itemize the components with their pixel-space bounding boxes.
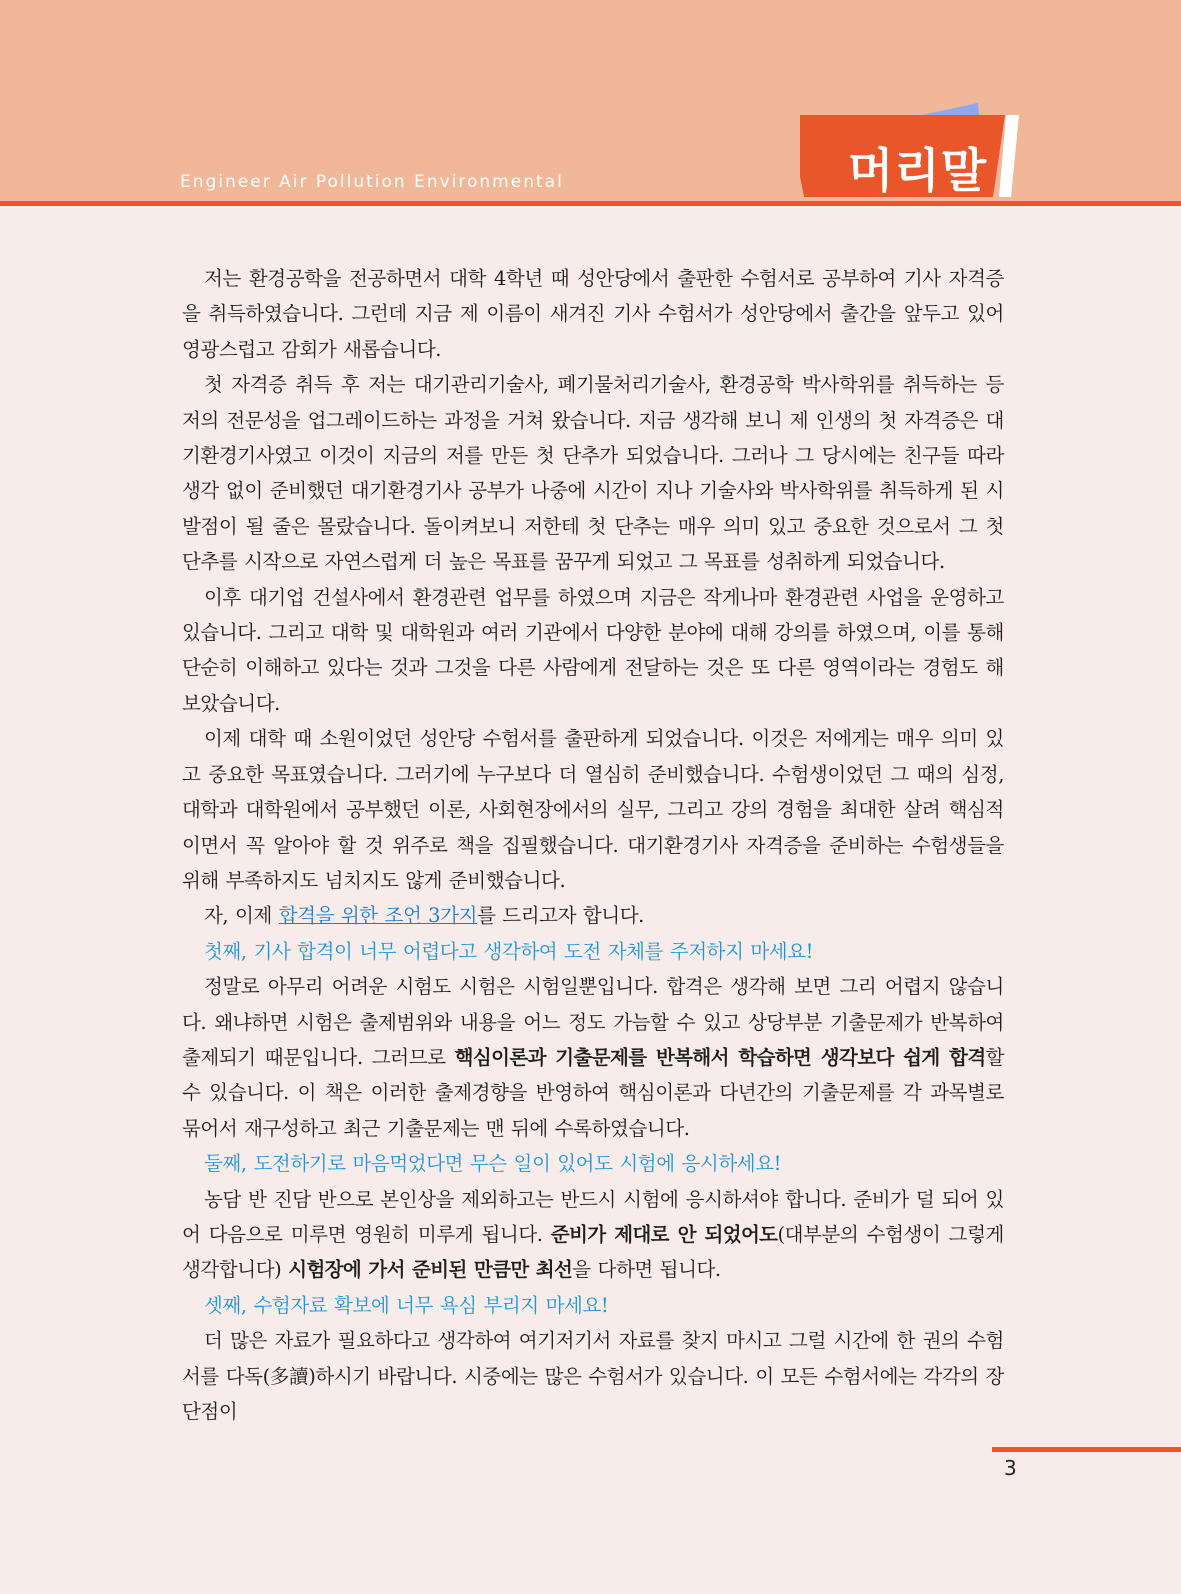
advice-intro-text: 자, 이제 [204, 904, 279, 928]
tip-2-body [182, 1182, 1004, 1288]
advice-intro-text-end: 를 드리고자 합니다. [477, 904, 644, 928]
page-title: 머리말 [848, 144, 988, 199]
tip-2-text-end: 을 다하면 됩니다. [572, 1258, 721, 1282]
tip-1-emphasis: 핵심이론과 기출문제를 반복해서 학습하면 생각보다 쉽게 합격 [454, 1045, 986, 1069]
preface-paragraph-1: 저는 환경공학을 전공하면서 대학 4학년 때 성안당에서 출판한 수험서로 공부하여 기사 자격증을 취득하였습니다. 그런데 지금 제 이름이 새겨진 기사 수험서가 성안당에서 출간을 앞두고 있어 영광스럽고 감회가 새롭습니다. [182, 267, 1004, 361]
preface-paragraph-2: 첫 자격증 취득 후 저는 대기관리기술사, 폐기물처리기술사, 환경공학 박사학위를 취득하는 등 저의 전문성을 업그레이드하는 과정을 거쳐 왔습니다. 지금 생각해 보니 제 인생의 첫 자격증은 대기환경기사였고 이것이 지금의 저를 만든 첫 단추가 되었습니다. 그러나 그 당시에는 친구들 따라 생각 없이 준비했던 대기환경기사 공부가 나중에 시간이 지나 기술사와 박사학위를 취득하게 된 시발점이 될 줄은 몰랐습니다. 돌이켜보니 저한테 첫 단추는 매우 의미 있고 중요한 것으로서 그 첫 단추를 시작으로 자연스럽게 더 높은 목표를 꿈꾸게 되었고 그 목표를 성취하게 되었습니다. [182, 373, 1004, 574]
tip-2-emphasis-2: 시험장에 가서 준비된 만큼만 최선 [288, 1258, 573, 1282]
tip-3-heading: 셋째, 수험자료 확보에 너무 욕심 부리지 마세요! [204, 1293, 609, 1317]
book-subtitle: Engineer Air Pollution Environmental [180, 172, 564, 192]
tip-1-text: 정말로 아무리 어려운 시험도 시험은 시험일뿐입니다. 합격은 생각해 보면 그리 어렵지 않습니다. 왜냐하면 시험은 출제범위와 내용을 어느 정도 가늠할 수 있고 상당부분 기출문제가 반복하여 출제되기 때문입니다. 그러므로 [182, 975, 1004, 1069]
footer-rule [992, 1447, 1181, 1452]
preface-paragraph-3: 이후 대기업 건설사에서 환경관련 업무를 하였으며 지금은 작게나마 환경관련 사업을 운영하고 있습니다. 그리고 대학 및 대학원과 여러 기관에서 다양한 분야에 대해 강의를 하였으며, 이를 통해 단순히 이해하고 있다는 것과 그것을 다른 사람에게 전달하는 것은 또 다른 영역이라는 경험도 해 보았습니다. [182, 585, 1004, 715]
preface-paragraph-4: 이제 대학 때 소원이었던 성안당 수험서를 출판하게 되었습니다. 이것은 저에게는 매우 의미 있고 중요한 목표였습니다. 그러기에 누구보다 더 열심히 준비했습니다. 수험생이었던 그 때의 심정, 대학과 대학원에서 공부했던 이론, 사회현장에서의 실무, 그리고 강의 경험을 최대한 살려 핵심적이면서 꼭 알아야 할 것 위주로 책을 집필했습니다. 대기환경기사 자격증을 준비하는 수험생들을 위해 부족하지도 넘치지도 않게 준비했습니다. [182, 727, 1004, 892]
tip-2-emphasis-1: 준비가 제대로 안 되었어도 [550, 1222, 778, 1246]
tip-1-heading: 첫째, 기사 합격이 너무 어렵다고 생각하여 도전 자체를 주저하지 마세요! [204, 939, 814, 963]
page-number: 3 [1004, 1456, 1017, 1480]
tip-2-heading: 둘째, 도전하기로 마음먹었다면 무슨 일이 있어도 시험에 응시하세요! [204, 1152, 782, 1176]
tip-1-text-end: 할 수 있습니다. 이 책은 이러한 출제경향을 반영하여 핵심이론과 다년간의 기출문제를 각 과목별로 묶어서 재구성하고 최근 기출문제는 맨 뒤에 수록하였습니다. [182, 1045, 1004, 1140]
tip-2-text-mid: (대부분의 수험생이 그렇게 생각합니다) [182, 1222, 1004, 1282]
advice-link[interactable]: 합격을 위한 조언 3가지 [278, 904, 478, 928]
tip-1-body [182, 969, 1004, 1146]
advice-intro [182, 898, 1004, 933]
tip-2-text: 농담 반 진담 반으로 본인상을 제외하고는 반드시 시험에 응시하셔야 합니다. 준비가 덜 되어 있어 다음으로 미루면 영원히 미루게 됩니다. [182, 1187, 1004, 1246]
tip-3-body: 더 많은 자료가 필요하다고 생각하여 여기저기서 자료를 찾지 마시고 그럴 시간에 한 권의 수험서를 다독(多讀)하시기 바랍니다. 시중에는 많은 수험서가 있습니다. 이 모든 수험서에는 각각의 장단점이 [182, 1329, 1004, 1423]
preface-body [182, 261, 1004, 1429]
